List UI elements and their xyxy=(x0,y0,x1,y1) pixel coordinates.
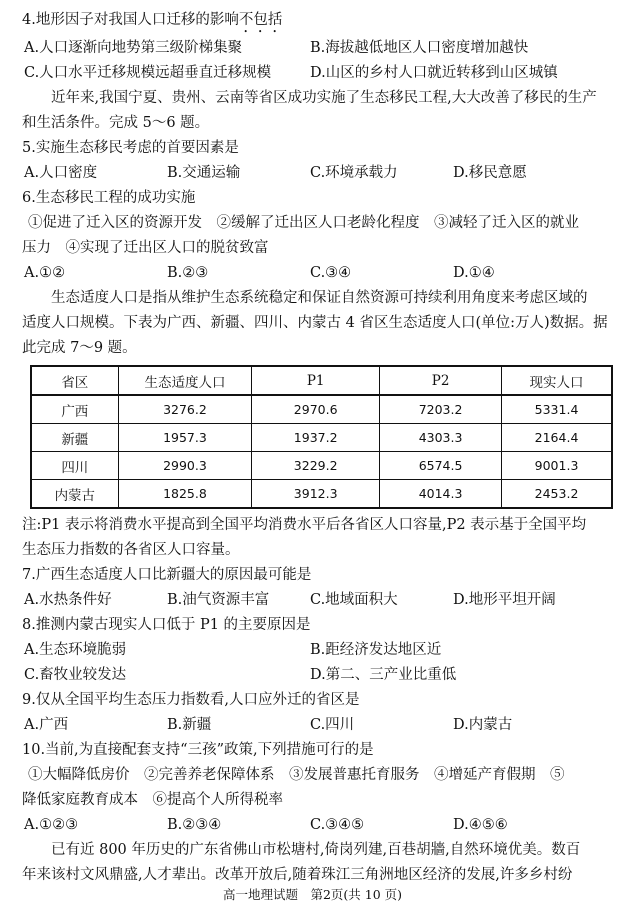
table-header-row xyxy=(31,366,612,395)
question-10-options xyxy=(22,813,611,838)
table-cell: 2970.6 xyxy=(252,395,380,424)
option-6d: D.①④ xyxy=(453,265,495,281)
option-10b: B.②③④ xyxy=(167,817,222,833)
option-4a: A.人口逐渐向地势第三级阶梯集聚 xyxy=(24,40,243,56)
page-footer: 高一地理试题 第2页(共 10 页) xyxy=(222,887,403,902)
table-cell: 内蒙古 xyxy=(31,480,118,509)
option-8a: A.生态环境脆弱 xyxy=(24,642,127,658)
passage-7-9-line3: 此完成 7～9 题。 xyxy=(22,340,137,356)
table-cell: 2164.4 xyxy=(502,424,612,452)
question-5-options xyxy=(22,161,611,186)
table-header-cell: 现实人口 xyxy=(502,366,612,395)
table-cell: 5331.4 xyxy=(502,395,612,424)
table-cell: 3912.3 xyxy=(252,480,380,509)
question-5-stem: 5.实施生态移民考虑的首要因素是 xyxy=(22,140,239,156)
table-cell: 1957.3 xyxy=(118,424,252,452)
table-cell: 四川 xyxy=(31,452,118,480)
option-6a: A.①② xyxy=(24,265,66,281)
question-4-options-row2 xyxy=(22,61,611,86)
option-10d: D.④⑤⑥ xyxy=(453,817,508,833)
option-10a: A.①②③ xyxy=(24,817,79,833)
option-5b: B.交通运输 xyxy=(167,165,241,181)
question-8-options-row2 xyxy=(22,663,611,688)
option-6b: B.②③ xyxy=(167,265,209,281)
table-row xyxy=(31,395,612,424)
passage-next-line2: 年来该村文风鼎盛,人才辈出。改革开放后,随着珠江三角洲地区经济的发展,许多乡村纷 xyxy=(22,867,573,883)
table-header-cell: P2 xyxy=(380,366,502,395)
table-header-cell: 省区 xyxy=(31,366,118,395)
option-8d: D.第二、三产业比重低 xyxy=(310,667,457,683)
question-10-statements-line1: ①大幅降低房价 ②完善养老保障体系 ③发展普惠托育服务 ④增延产育假期 ⑤ xyxy=(28,767,565,783)
option-9d: D.内蒙古 xyxy=(453,717,513,733)
option-8b: B.距经济发达地区近 xyxy=(310,642,442,658)
option-7b: B.油气资源丰富 xyxy=(167,592,270,608)
option-6c: C.③④ xyxy=(310,265,352,281)
question-6-statements-line2: 压力 ④实现了迁出区人口的脱贫致富 xyxy=(22,240,269,256)
question-8-stem: 8.推测内蒙古现实人口低于 P1 的主要原因是 xyxy=(22,617,311,633)
option-4b: B.海拔越低地区人口密度增加越快 xyxy=(310,40,529,56)
question-4-options-row1 xyxy=(22,36,611,61)
option-10c: C.③④⑤ xyxy=(310,817,365,833)
table-cell: 2990.3 xyxy=(118,452,252,480)
option-7c: C.地域面积大 xyxy=(310,592,398,608)
question-4-stem xyxy=(22,8,611,36)
question-6-statements-line1: ①促进了迁入区的资源开发 ②缓解了迁出区人口老龄化程度 ③减轻了迁入区的就业 xyxy=(28,215,579,231)
passage-next-line1: 已有近 800 年历史的广东省佛山市松塘村,倚岗列建,百巷胡牆,自然环境优美。数百 xyxy=(51,842,581,858)
option-5c: C.环境承载力 xyxy=(310,165,398,181)
option-9b: B.新疆 xyxy=(167,717,212,733)
table-cell: 2453.2 xyxy=(502,480,612,509)
question-8-options-row1 xyxy=(22,638,611,663)
option-5a: A.人口密度 xyxy=(24,165,98,181)
table-cell: 4014.3 xyxy=(380,480,502,509)
question-10-stem: 10.当前,为直接配套支持“三孩”政策,下列措施可行的是 xyxy=(22,742,374,758)
option-9a: A.广西 xyxy=(24,717,69,733)
passage-5-6-line2: 和生活条件。完成 5～6 题。 xyxy=(22,115,210,131)
passage-7-9-line1: 生态适度人口是指从维护生态系统稳定和保证自然资源可持续利用角度来考虑区域的 xyxy=(51,290,588,306)
question-6-options xyxy=(22,261,611,286)
option-4d: D.山区的乡村人口就近转移到山区城镇 xyxy=(310,65,558,81)
option-4c: C.人口水平迁移规模远超垂直迁移规模 xyxy=(24,65,272,81)
passage-5-6-line1: 近年来,我国宁夏、贵州、云南等省区成功实施了生态移民工程,大大改善了移民的生产 xyxy=(51,90,597,106)
table-cell: 9001.3 xyxy=(502,452,612,480)
question-4-stem-text: 4.地形因子对我国人口迁移的影响 xyxy=(22,12,239,28)
table-cell: 1937.2 xyxy=(252,424,380,452)
question-6-stem: 6.生态移民工程的成功实施 xyxy=(22,190,196,206)
table-cell: 4303.3 xyxy=(380,424,502,452)
table-cell: 6574.5 xyxy=(380,452,502,480)
table-cell: 广西 xyxy=(31,395,118,424)
option-7d: D.地形平坦开阔 xyxy=(453,592,556,608)
table-cell: 3276.2 xyxy=(118,395,252,424)
question-9-options xyxy=(22,713,611,738)
table-cell: 7203.2 xyxy=(380,395,502,424)
question-9-stem: 9.仅从全国平均生态压力指数看,人口应外迁的省区是 xyxy=(22,692,360,708)
option-7a: A.水热条件好 xyxy=(24,592,112,608)
table-row xyxy=(31,424,612,452)
passage-7-9-line2: 适度人口规模。下表为广西、新疆、四川、内蒙古 4 省区生态适度人口(单位:万人)数据。据 xyxy=(22,315,608,331)
population-table xyxy=(30,365,613,509)
question-4-emphasis: 不包括 xyxy=(238,12,283,28)
option-8c: C.畜牧业较发达 xyxy=(24,667,127,683)
option-5d: D.移民意愿 xyxy=(453,165,527,181)
table-note-line2: 生态压力指数的各省区人口容量。 xyxy=(22,542,240,558)
table-note-line1: 注:P1 表示将消费水平提高到全国平均消费水平后各省区人口容量,P2 表示基于全国平均 xyxy=(22,517,587,533)
table-header-cell: P1 xyxy=(252,366,380,395)
question-7-options xyxy=(22,588,611,613)
table-cell: 新疆 xyxy=(31,424,118,452)
table-header-cell: 生态适度人口 xyxy=(118,366,252,395)
question-10-statements-line2: 降低家庭教育成本 ⑥提高个人所得税率 xyxy=(22,792,283,808)
table-cell: 3229.2 xyxy=(252,452,380,480)
table-row xyxy=(31,452,612,480)
option-9c: C.四川 xyxy=(310,717,355,733)
table-cell: 1825.8 xyxy=(118,480,252,509)
table-row xyxy=(31,480,612,509)
question-7-stem: 7.广西生态适度人口比新疆大的原因最可能是 xyxy=(22,567,312,583)
